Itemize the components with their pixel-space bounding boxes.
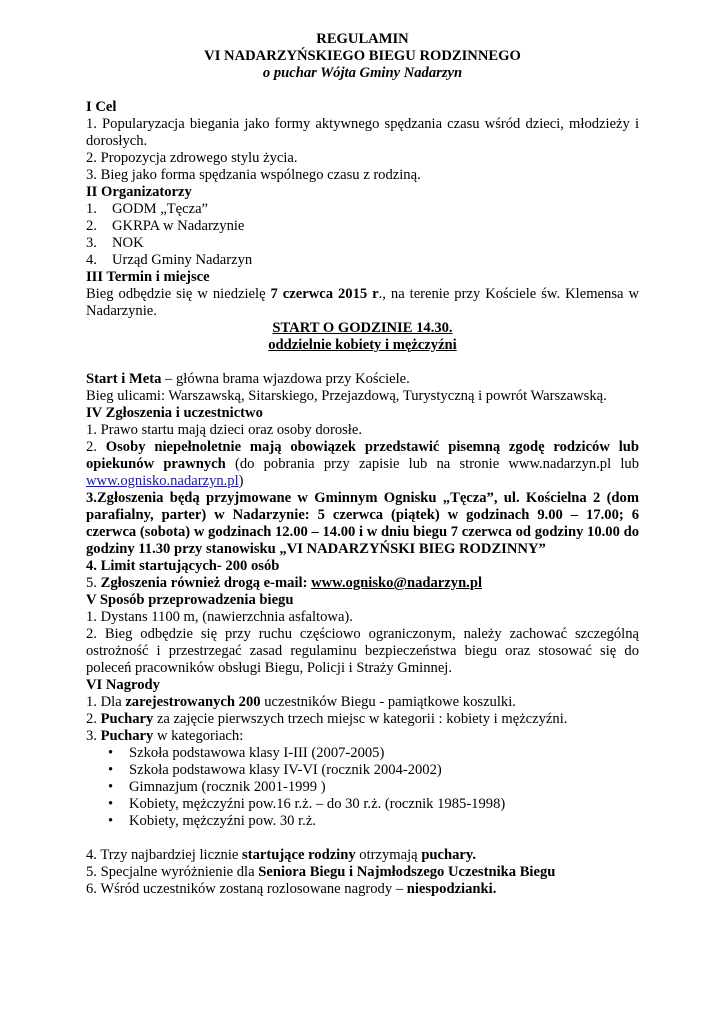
conduct-item-2: 2. Bieg odbędzie się przy ruchu częściowo ograniczonym, należy zachować szczególną ostrożność i przestrzegać zasad regulaminu bezpieczeństwa biegu oraz stosować się do poleceń pracowników obsługi Biegu, Policji i Straży Gminnej.	[86, 626, 639, 676]
registration-item-5	[86, 575, 639, 592]
organizer-number: 2.	[86, 218, 97, 234]
prize-text: otrzymają	[355, 847, 422, 863]
document-body	[86, 31, 639, 898]
spacer	[86, 830, 639, 847]
prize-text: 4. Trzy najbardziej licznie	[86, 847, 243, 863]
start-finish-text: – główna brama wjazdowa przy Kościele.	[161, 371, 410, 387]
prize-text: uczestników Biegu - pamiątkowe koszulki.	[260, 694, 516, 710]
event-date: 7 czerwca 2015 r	[270, 286, 379, 302]
prize-text: 3.	[86, 728, 101, 744]
registration-item-2	[86, 439, 639, 490]
prize-bold: startujące rodziny	[242, 847, 356, 863]
goal-item-3: 3. Bieg jako forma spędzania wspólnego czasu z rodziną.	[86, 167, 421, 183]
date-intro: Bieg odbędzie się w niedzielę	[86, 286, 271, 302]
item-number: 5.	[86, 575, 101, 591]
event-location: ., na terenie przy Kościele św. Klemensa w Nadarzynie.	[86, 286, 639, 319]
registration-item-4: 4. Limit startujących- 200 osób	[86, 558, 280, 574]
closing-paren: )	[238, 473, 244, 489]
date-place-text	[86, 286, 639, 320]
organizer-item	[86, 252, 639, 269]
start-finish-line	[86, 371, 639, 388]
organizer-name: Urząd Gminy Nadarzyn	[112, 252, 253, 268]
spacer	[86, 82, 639, 99]
organizer-number: 3.	[86, 235, 97, 251]
section-heading-prizes: VI Nagrody	[86, 677, 160, 693]
prize-bold: niespodzianki.	[406, 881, 497, 897]
organizer-number: 1.	[86, 201, 97, 217]
spacer	[86, 354, 639, 371]
organizer-name: GKRPA w Nadarzynie	[112, 218, 245, 234]
prize-text: za zajęcie pierwszych trzech miejsc w kategorii : kobiety i mężczyźni.	[153, 711, 568, 727]
category-item: • Kobiety, mężczyźni pow.16 r.ż. – do 30 r.ż. (rocznik 1985-1998)	[86, 796, 639, 813]
prize-text: 2.	[86, 711, 101, 727]
prize-item-3	[86, 728, 639, 745]
prize-text: 1. Dla	[86, 694, 126, 710]
email-registration-label: Zgłoszenia również drogą e-mail:	[100, 575, 312, 591]
registration-item-1: 1. Prawo startu mają dzieci oraz osoby dorosłe.	[86, 422, 362, 438]
start-finish-label: Start i Meta	[86, 371, 162, 387]
category-item: • Kobiety, mężczyźni pow. 30 r.ż.	[86, 813, 639, 830]
goal-item-2: 2. Propozycja zdrowego stylu życia.	[86, 150, 298, 166]
organizer-item	[86, 201, 639, 218]
prize-bold: puchary.	[421, 847, 477, 863]
organizer-item	[86, 218, 639, 235]
item-number: 2.	[86, 439, 106, 455]
organizer-name: NOK	[112, 235, 144, 251]
organizer-name: GODM „Tęcza”	[112, 201, 209, 217]
section-heading-registration: IV Zgłoszenia i uczestnictwo	[86, 405, 263, 421]
organizer-number: 4.	[86, 252, 97, 268]
category-item: • Szkoła podstawowa klasy I-III (2007-2005)	[86, 745, 639, 762]
category-list	[86, 745, 639, 830]
prize-bold: zarejestrowanych 200	[125, 694, 261, 710]
registration-email-link[interactable]: www.ognisko@nadarzyn.pl	[311, 575, 482, 591]
prize-bold: Puchary	[100, 711, 154, 727]
route-text: Bieg ulicami: Warszawską, Sitarskiego, Przejazdową, Turystyczną i powrót Warszawską.	[86, 388, 607, 404]
goal-item-1: 1. Popularyzacja biegania jako formy aktywnego spędzania czasu wśród dzieci, młodzieży i dorosłych.	[86, 116, 639, 149]
prize-text: w kategoriach:	[153, 728, 244, 744]
ognisko-website-link[interactable]: www.ognisko.nadarzyn.pl	[86, 473, 239, 489]
separate-runs-note: oddzielnie kobiety i mężczyźni	[268, 337, 457, 353]
start-time: START O GODZINIE 14.30.	[272, 320, 453, 336]
category-item: • Szkoła podstawowa klasy IV-VI (rocznik 2004-2002)	[86, 762, 639, 779]
section-heading-date-place: III Termin i miejsce	[86, 269, 210, 285]
prize-item-4	[86, 847, 639, 864]
prize-item-2	[86, 711, 639, 728]
category-item: • Gimnazjum (rocznik 2001-1999 )	[86, 779, 639, 796]
minors-requirement-note: (do pobrania przy zapisie lub na stronie www.nadarzyn.pl lub	[225, 456, 639, 472]
prize-text: 5. Specjalne wyróżnienie dla	[86, 864, 259, 880]
prize-bold: Seniora Biegu i Najmłodszego Uczestnika Biegu	[258, 864, 556, 880]
prize-item-1	[86, 694, 639, 711]
prize-bold: Puchary	[100, 728, 154, 744]
document-tagline: o puchar Wójta Gminy Nadarzyn	[262, 65, 463, 81]
registration-item-3: 3.Zgłoszenia będą przyjmowane w Gminnym Ognisku „Tęcza”, ul. Kościelna 2 (dom parafialny, parter) w Nadarzynie: 5 czerwca (piątek) w godzinach 9.00 – 17.00; 6 czerwca (sobota) w godzinach 12.00 – 14.00 i w dniu biegu 7 czerwca od godziny 10.00 do godziny 11.30 przy stanowisku „VI NADARZYŃSKI BIEG RODZINNY”	[86, 490, 639, 557]
document-subtitle: VI NADARZYŃSKIEGO BIEGU RODZINNEGO	[204, 48, 521, 64]
prize-item-5	[86, 864, 639, 881]
minors-requirement: Osoby niepełnoletnie mają obowiązek przedstawić pisemną zgodę rodziców lub opiekunów prawnych	[86, 439, 639, 472]
section-heading-conduct: V Sposób przeprowadzenia biegu	[86, 592, 294, 608]
conduct-item-1: 1. Dystans 1100 m, (nawierzchnia asfaltowa).	[86, 609, 353, 625]
document-title: REGULAMIN	[316, 31, 409, 47]
prize-text: 6. Wśród uczestników zostaną rozlosowane nagrody –	[86, 881, 407, 897]
section-heading-organizers: II Organizatorzy	[86, 184, 192, 200]
organizer-item	[86, 235, 639, 252]
prize-item-6	[86, 881, 639, 898]
section-heading-goal: I Cel	[86, 99, 117, 115]
